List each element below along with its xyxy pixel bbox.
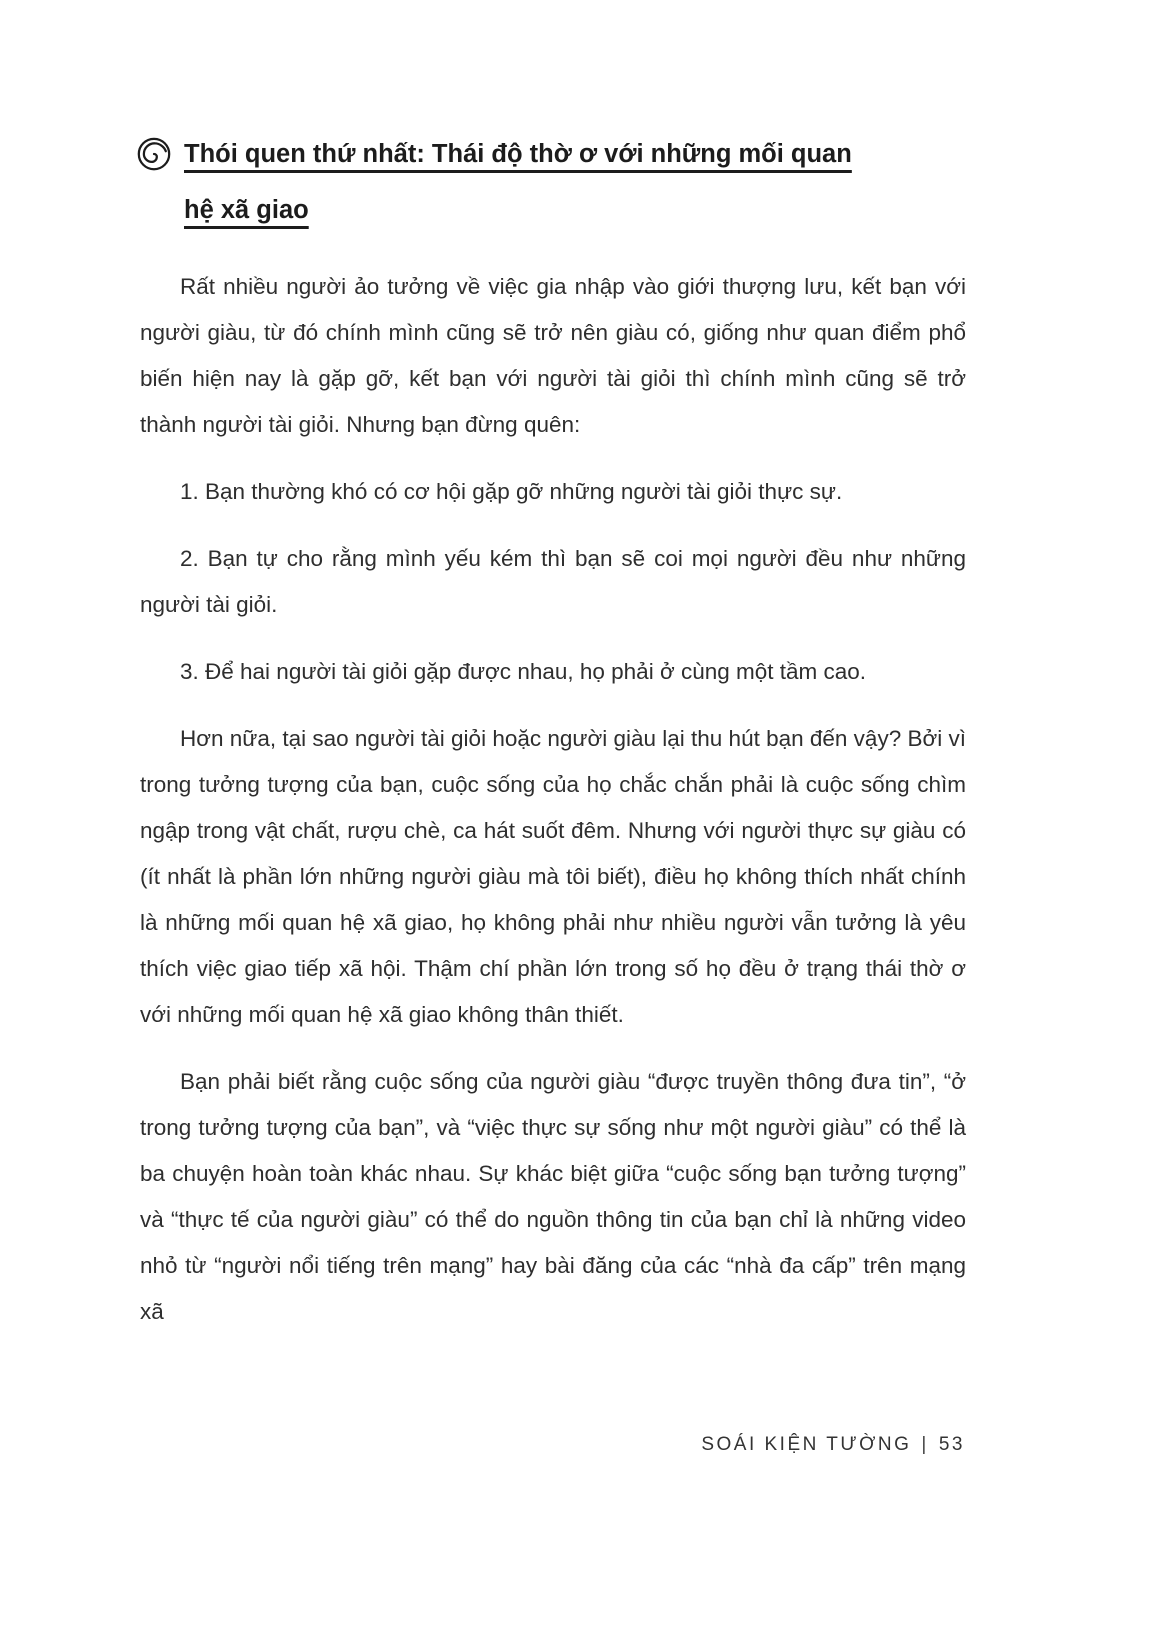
- heading-line-1: Thói quen thứ nhất: Thái độ thờ ơ với những mối quan: [184, 140, 852, 168]
- spiral-icon: [136, 136, 172, 172]
- list-item-3: 3. Để hai người tài giỏi gặp được nhau, họ phải ở cùng một tầm cao.: [180, 659, 867, 684]
- paragraph-body-2: Bạn phải biết rằng cuộc sống của người giàu “được truyền thông đưa tin”, “ở trong tưởng tượng của bạn”, và “việc thực sự sống như một người giàu” có thể là ba chuyện hoàn toàn khác nhau. Sự khác biệt giữa “cuộc sống bạn tưởng tượng” và “thực tế của người giàu” có thể do nguồn thông tin của bạn chỉ là những video nhỏ từ “người nổi tiếng trên mạng” hay bài đăng của các “nhà đa cấp” trên mạng xã: [140, 1069, 966, 1324]
- paragraph-intro: Rất nhiều người ảo tưởng về việc gia nhập vào giới thượng lưu, kết bạn với người giàu, từ đó chính mình cũng sẽ trở nên giàu có, giống như quan điểm phổ biến hiện nay là gặp gỡ, kết bạn với người tài giỏi thì chính mình cũng sẽ trở thành người tài giỏi. Nhưng bạn đừng quên:: [140, 274, 966, 437]
- list-item-2: 2. Bạn tự cho rằng mình yếu kém thì bạn sẽ coi mọi người đều như những người tài giỏi.: [140, 546, 966, 617]
- footer-page-number: 53: [938, 1434, 965, 1455]
- page-footer: [701, 1434, 965, 1456]
- chapter-heading: [140, 126, 966, 238]
- paragraph-body-1: Hơn nữa, tại sao người tài giỏi hoặc người giàu lại thu hút bạn đến vậy? Bởi vì trong tưởng tượng của bạn, cuộc sống của họ chắc chắn phải là cuộc sống chìm ngập trong vật chất, rượu chè, ca hát suốt đêm. Nhưng với người thực sự giàu có (ít nhất là phần lớn những người giàu mà tôi biết), điều họ không thích nhất chính là những mối quan hệ xã giao, họ không phải như nhiều người vẫn tưởng là yêu thích việc giao tiếp xã hội. Thậm chí phần lớn trong số họ đều ở trạng thái thờ ơ với những mối quan hệ xã giao không thân thiết.: [140, 726, 966, 1027]
- heading-line-2: hệ xã giao: [184, 196, 309, 224]
- footer-author: SOÁI KIỆN TƯỜNG: [701, 1434, 912, 1455]
- list-item-1: 1. Bạn thường khó có cơ hội gặp gỡ những người tài giỏi thực sự.: [180, 479, 843, 504]
- footer-separator: |: [921, 1434, 929, 1455]
- page-content: [140, 126, 966, 1356]
